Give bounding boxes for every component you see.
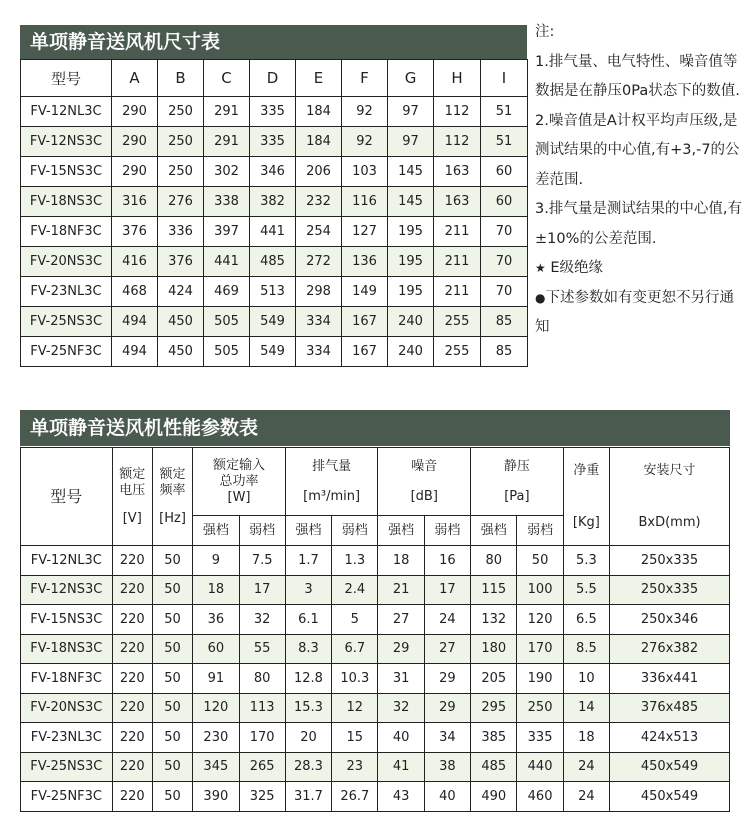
table-row (21, 752, 730, 782)
performance-cell: 36 (193, 605, 239, 635)
dimension-cell: 211 (434, 277, 481, 307)
performance-cell: 220 (112, 723, 152, 753)
table-row (21, 277, 528, 307)
header-airflow-unit: [m³/min] (303, 488, 361, 504)
header-voltage (112, 448, 152, 546)
header-power-label: 额定输入总功率 (212, 457, 265, 489)
dimension-cell: 51 (481, 127, 528, 157)
dimension-cell: 250 (158, 157, 204, 187)
model-cell: FV-25NF3C (21, 337, 112, 367)
dimension-cell: 70 (481, 217, 528, 247)
dimension-cell: 494 (112, 337, 158, 367)
dimension-cell: 450 (158, 307, 204, 337)
performance-cell: 17 (424, 575, 470, 605)
notes-panel (535, 18, 745, 343)
note-change-text: 下述参数如有变更恕不另行通知 (535, 289, 734, 335)
performance-cell: 91 (193, 664, 239, 694)
note-change (535, 284, 745, 343)
dimension-cell: 97 (388, 97, 434, 127)
dimension-header-cell: A (112, 60, 158, 97)
model-cell: FV-18NF3C (21, 664, 113, 694)
note-item-2: 2.噪音值是A计权平均声压级,是测试结果的中心值,有+3,-7的公差范围. (535, 112, 740, 188)
dimension-header-cell: G (388, 60, 434, 97)
table-row (21, 337, 528, 367)
dimension-cell: 290 (112, 157, 158, 187)
dimension-cell: 272 (296, 247, 342, 277)
header-frequency (152, 448, 192, 546)
header-weight (563, 448, 609, 546)
dimension-cell: 469 (204, 277, 250, 307)
dimension-cell: 51 (481, 97, 528, 127)
table-row (21, 247, 528, 277)
performance-cell: 29 (424, 664, 470, 694)
dimension-cell: 60 (481, 157, 528, 187)
header-pressure (471, 448, 564, 516)
model-cell: FV-25NF3C (21, 782, 113, 812)
performance-cell: 336x441 (610, 664, 730, 694)
header-airflow-strong: 强档 (285, 516, 331, 546)
header-power-weak: 弱档 (239, 516, 285, 546)
table-row (21, 575, 730, 605)
performance-cell: 5.5 (563, 575, 609, 605)
performance-cell: 31 (378, 664, 424, 694)
header-model: 型号 (21, 448, 113, 546)
performance-cell: 80 (239, 664, 285, 694)
table-row (21, 664, 730, 694)
performance-cell: 32 (239, 605, 285, 635)
performance-cell: 220 (112, 693, 152, 723)
dimension-cell: 485 (250, 247, 296, 277)
dimension-cell: 127 (342, 217, 388, 247)
performance-cell: 450x549 (610, 752, 730, 782)
header-pressure-strong: 强档 (471, 516, 517, 546)
performance-cell: 5.3 (563, 546, 609, 576)
performance-cell: 50 (517, 546, 563, 576)
performance-cell: 15.3 (285, 693, 331, 723)
performance-cell: 2.4 (332, 575, 378, 605)
dimension-cell: 195 (388, 217, 434, 247)
performance-header-row-1 (21, 448, 730, 516)
dimension-cell: 376 (158, 247, 204, 277)
dimension-cell: 163 (434, 157, 481, 187)
dimension-cell: 291 (204, 97, 250, 127)
table-row (21, 97, 528, 127)
performance-cell: 29 (424, 693, 470, 723)
performance-cell: 43 (378, 782, 424, 812)
dimension-header-cell: C (204, 60, 250, 97)
performance-cell: 24 (563, 782, 609, 812)
performance-cell: 60 (193, 634, 239, 664)
performance-table (20, 447, 730, 812)
dimension-cell: 450 (158, 337, 204, 367)
performance-cell: 8.3 (285, 634, 331, 664)
dimension-cell: 441 (250, 217, 296, 247)
dimension-table-title: 单项静音送风机尺寸表 (20, 25, 527, 59)
performance-cell: 170 (239, 723, 285, 753)
header-frequency-label: 额定频率 (159, 466, 186, 498)
performance-cell: 6.5 (563, 605, 609, 635)
header-pressure-weak: 弱档 (517, 516, 563, 546)
model-cell: FV-18NF3C (21, 217, 112, 247)
dimension-cell: 97 (388, 127, 434, 157)
dimension-cell: 316 (112, 187, 158, 217)
performance-cell: 27 (378, 605, 424, 635)
performance-cell: 335 (517, 723, 563, 753)
performance-cell: 250x335 (610, 575, 730, 605)
dimension-cell: 424 (158, 277, 204, 307)
dimension-cell: 335 (250, 97, 296, 127)
model-cell: FV-12NL3C (21, 546, 113, 576)
performance-cell: 12.8 (285, 664, 331, 694)
performance-cell: 50 (152, 723, 192, 753)
header-frequency-unit: [Hz] (159, 510, 186, 526)
dimension-cell: 167 (342, 307, 388, 337)
dimension-cell: 302 (204, 157, 250, 187)
dimension-cell: 240 (388, 337, 434, 367)
dimension-cell: 206 (296, 157, 342, 187)
performance-cell: 440 (517, 752, 563, 782)
dimension-cell: 549 (250, 307, 296, 337)
performance-cell: 265 (239, 752, 285, 782)
dimension-cell: 163 (434, 187, 481, 217)
performance-cell: 6.1 (285, 605, 331, 635)
performance-cell: 50 (152, 752, 192, 782)
performance-cell: 50 (152, 605, 192, 635)
performance-cell: 276x382 (610, 634, 730, 664)
model-cell: FV-15NS3C (21, 157, 112, 187)
performance-cell: 40 (378, 723, 424, 753)
dimension-cell: 112 (434, 127, 481, 157)
model-cell: FV-18NS3C (21, 634, 113, 664)
performance-cell: 28.3 (285, 752, 331, 782)
dimension-cell: 336 (158, 217, 204, 247)
dimension-cell: 290 (112, 97, 158, 127)
performance-cell: 170 (517, 634, 563, 664)
performance-cell: 220 (112, 575, 152, 605)
performance-cell: 23 (332, 752, 378, 782)
performance-cell: 24 (424, 605, 470, 635)
performance-cell: 41 (378, 752, 424, 782)
dimension-cell: 211 (434, 217, 481, 247)
header-mount-unit: BxD(mm) (638, 514, 701, 530)
performance-cell: 1.7 (285, 546, 331, 576)
model-cell: FV-20NS3C (21, 693, 113, 723)
performance-cell: 9 (193, 546, 239, 576)
table-row (21, 127, 528, 157)
dimension-cell: 255 (434, 307, 481, 337)
performance-cell: 376x485 (610, 693, 730, 723)
performance-cell: 295 (471, 693, 517, 723)
table-row (21, 605, 730, 635)
dimension-cell: 184 (296, 127, 342, 157)
note-item-3: 3.排气量是测试结果的中心值,有±10%的公差范围. (535, 201, 742, 247)
dimension-cell: 85 (481, 307, 528, 337)
performance-cell: 180 (471, 634, 517, 664)
performance-cell: 38 (424, 752, 470, 782)
performance-cell: 34 (424, 723, 470, 753)
performance-cell: 120 (193, 693, 239, 723)
table-row (21, 187, 528, 217)
header-mount (610, 448, 730, 546)
performance-cell: 29 (378, 634, 424, 664)
dimension-cell: 338 (204, 187, 250, 217)
performance-cell: 220 (112, 782, 152, 812)
performance-cell: 390 (193, 782, 239, 812)
dimension-cell: 116 (342, 187, 388, 217)
dimension-cell: 149 (342, 277, 388, 307)
performance-cell: 325 (239, 782, 285, 812)
header-power-unit: [W] (227, 489, 251, 505)
dimension-cell: 254 (296, 217, 342, 247)
dimension-cell: 112 (434, 97, 481, 127)
performance-cell: 220 (112, 605, 152, 635)
dimension-cell: 334 (296, 307, 342, 337)
performance-cell: 15 (332, 723, 378, 753)
bullet-icon: ● (535, 290, 546, 305)
dimension-table (20, 59, 528, 367)
performance-cell: 26.7 (332, 782, 378, 812)
table-row (21, 693, 730, 723)
performance-cell: 385 (471, 723, 517, 753)
dimension-cell: 145 (388, 187, 434, 217)
performance-cell: 50 (152, 546, 192, 576)
dimension-table-header (21, 60, 528, 97)
performance-cell: 250 (517, 693, 563, 723)
table-row (21, 546, 730, 576)
dimension-cell: 255 (434, 337, 481, 367)
dimension-cell: 136 (342, 247, 388, 277)
performance-cell: 40 (424, 782, 470, 812)
dimension-cell: 505 (204, 307, 250, 337)
dimension-cell: 195 (388, 247, 434, 277)
dimension-header-cell: B (158, 60, 204, 97)
dimension-cell: 250 (158, 127, 204, 157)
dimension-cell: 92 (342, 97, 388, 127)
performance-cell: 460 (517, 782, 563, 812)
header-noise-weak: 弱档 (424, 516, 470, 546)
table-row (21, 782, 730, 812)
performance-cell: 16 (424, 546, 470, 576)
performance-cell: 20 (285, 723, 331, 753)
header-voltage-label: 额定电压 (119, 466, 146, 498)
performance-cell: 490 (471, 782, 517, 812)
dimension-cell: 250 (158, 97, 204, 127)
performance-cell: 220 (112, 752, 152, 782)
dimension-cell: 549 (250, 337, 296, 367)
dimension-header-cell: 型号 (21, 60, 112, 97)
dimension-cell: 513 (250, 277, 296, 307)
model-cell: FV-20NS3C (21, 247, 112, 277)
model-cell: FV-15NS3C (21, 605, 113, 635)
table-row (21, 307, 528, 337)
dimension-cell: 103 (342, 157, 388, 187)
dimension-cell: 232 (296, 187, 342, 217)
dimension-cell: 505 (204, 337, 250, 367)
dimension-cell: 468 (112, 277, 158, 307)
performance-cell: 132 (471, 605, 517, 635)
header-noise-unit: [dB] (410, 488, 438, 504)
header-airflow (285, 448, 378, 516)
performance-cell: 485 (471, 752, 517, 782)
performance-cell: 24 (563, 752, 609, 782)
dimension-cell: 298 (296, 277, 342, 307)
performance-cell: 3 (285, 575, 331, 605)
dimension-cell: 346 (250, 157, 296, 187)
header-pressure-label: 静压 (503, 458, 530, 474)
header-airflow-label: 排气量 (312, 458, 352, 474)
dimension-header-cell: H (434, 60, 481, 97)
table-row (21, 217, 528, 247)
header-noise-strong: 强档 (378, 516, 424, 546)
performance-cell: 5 (332, 605, 378, 635)
performance-cell: 100 (517, 575, 563, 605)
dimension-cell: 290 (112, 127, 158, 157)
dimension-cell: 335 (250, 127, 296, 157)
performance-cell: 32 (378, 693, 424, 723)
dimension-cell: 376 (112, 217, 158, 247)
dimension-cell: 211 (434, 247, 481, 277)
performance-cell: 8.5 (563, 634, 609, 664)
dimension-cell: 441 (204, 247, 250, 277)
performance-cell: 220 (112, 634, 152, 664)
model-cell: FV-25NS3C (21, 307, 112, 337)
model-cell: FV-12NS3C (21, 127, 112, 157)
performance-cell: 6.7 (332, 634, 378, 664)
model-cell: FV-12NS3C (21, 575, 113, 605)
header-power (193, 448, 286, 516)
dimension-header-cell: E (296, 60, 342, 97)
performance-cell: 14 (563, 693, 609, 723)
dimension-cell: 167 (342, 337, 388, 367)
dimension-cell: 60 (481, 187, 528, 217)
performance-cell: 18 (563, 723, 609, 753)
model-cell: FV-23NL3C (21, 723, 113, 753)
performance-cell: 18 (378, 546, 424, 576)
performance-cell: 7.5 (239, 546, 285, 576)
dimension-header-cell: D (250, 60, 296, 97)
notes-heading: 注: (535, 24, 555, 40)
performance-cell: 55 (239, 634, 285, 664)
performance-cell: 80 (471, 546, 517, 576)
performance-cell: 120 (517, 605, 563, 635)
model-cell: FV-12NL3C (21, 97, 112, 127)
dimension-cell: 92 (342, 127, 388, 157)
performance-cell: 230 (193, 723, 239, 753)
performance-cell: 190 (517, 664, 563, 694)
performance-cell: 10.3 (332, 664, 378, 694)
performance-cell: 50 (152, 693, 192, 723)
dimension-cell: 195 (388, 277, 434, 307)
header-pressure-unit: [Pa] (504, 488, 530, 504)
performance-cell: 1.3 (332, 546, 378, 576)
dimension-cell: 382 (250, 187, 296, 217)
performance-cell: 50 (152, 782, 192, 812)
performance-cell: 50 (152, 664, 192, 694)
dimension-cell: 291 (204, 127, 250, 157)
model-cell: FV-18NS3C (21, 187, 112, 217)
star-icon: ★ (535, 261, 546, 275)
header-noise (378, 448, 471, 516)
performance-cell: 345 (193, 752, 239, 782)
performance-cell: 12 (332, 693, 378, 723)
performance-cell: 50 (152, 575, 192, 605)
header-weight-label: 净重 (573, 462, 600, 478)
dimension-cell: 276 (158, 187, 204, 217)
performance-cell: 50 (152, 634, 192, 664)
note-insulation (535, 254, 745, 284)
dimension-cell: 397 (204, 217, 250, 247)
model-cell: FV-25NS3C (21, 752, 113, 782)
performance-cell: 27 (424, 634, 470, 664)
header-noise-label: 噪音 (411, 458, 438, 474)
dimension-cell: 184 (296, 97, 342, 127)
dimension-cell: 494 (112, 307, 158, 337)
performance-cell: 450x549 (610, 782, 730, 812)
performance-cell: 250x346 (610, 605, 730, 635)
performance-cell: 31.7 (285, 782, 331, 812)
model-cell: FV-23NL3C (21, 277, 112, 307)
dimension-cell: 145 (388, 157, 434, 187)
performance-cell: 18 (193, 575, 239, 605)
performance-cell: 21 (378, 575, 424, 605)
dimension-cell: 416 (112, 247, 158, 277)
performance-cell: 250x335 (610, 546, 730, 576)
performance-cell: 17 (239, 575, 285, 605)
table-row (21, 634, 730, 664)
header-power-strong: 强档 (193, 516, 239, 546)
performance-cell: 220 (112, 664, 152, 694)
performance-cell: 10 (563, 664, 609, 694)
dimension-header-cell: I (481, 60, 528, 97)
performance-cell: 115 (471, 575, 517, 605)
header-mount-label: 安装尺寸 (643, 462, 696, 478)
dimension-header-cell: F (342, 60, 388, 97)
dimension-cell: 334 (296, 337, 342, 367)
dimension-cell: 70 (481, 247, 528, 277)
table-row (21, 157, 528, 187)
header-airflow-weak: 弱档 (332, 516, 378, 546)
performance-cell: 220 (112, 546, 152, 576)
dimension-cell: 240 (388, 307, 434, 337)
dimension-cell: 70 (481, 277, 528, 307)
dimension-cell: 85 (481, 337, 528, 367)
note-insulation-text: E级绝缘 (550, 260, 604, 276)
header-voltage-unit: [V] (122, 510, 142, 526)
header-weight-unit: [Kg] (572, 514, 600, 530)
note-item-1: 1.排气量、电气特性、噪音值等数据是在静压0Pa状态下的数值. (535, 53, 740, 99)
table-row (21, 723, 730, 753)
performance-table-title: 单项静音送风机性能参数表 (20, 410, 730, 446)
performance-cell: 113 (239, 693, 285, 723)
performance-cell: 424x513 (610, 723, 730, 753)
performance-cell: 205 (471, 664, 517, 694)
